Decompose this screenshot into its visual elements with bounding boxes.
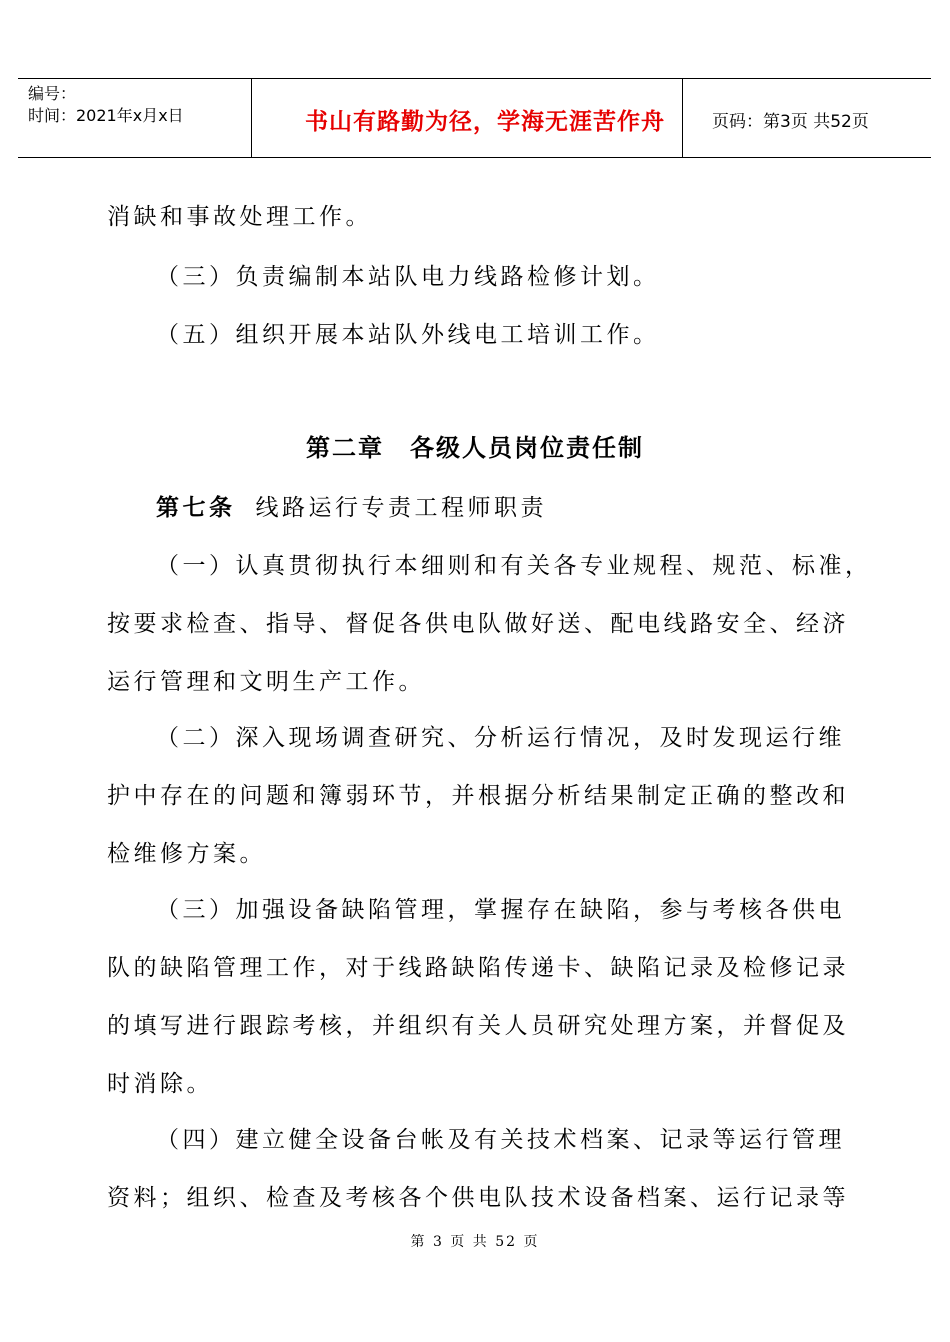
article-title: 线路运行专责工程师职责 (255, 495, 547, 521)
paragraph-line: 运行管理和文明生产工作。 (107, 669, 425, 695)
body-line: 消缺和事故处理工作。 (107, 204, 372, 230)
body-line: （五）组织开展本站队外线电工培训工作。 (156, 322, 660, 348)
body-line: （三）负责编制本站队电力线路检修计划。 (156, 264, 660, 290)
page-header (18, 78, 931, 158)
chapter-title: 第二章 各级人员岗位责任制 (306, 434, 644, 462)
document-date: 时间：2021年x月x日 (28, 106, 184, 125)
header-divider-left (251, 79, 252, 157)
paragraph-line: 资料；组织、检查及考核各个供电队技术设备档案、运行记录等 (107, 1185, 849, 1211)
header-meta (28, 83, 184, 127)
paragraph-line: 按要求检查、指导、督促各供电队做好送、配电线路安全、经济 (107, 611, 849, 637)
paragraph-line: （四）建立健全设备台帐及有关技术档案、记录等运行管理 (156, 1127, 845, 1153)
paragraph-line: （三）加强设备缺陷管理，掌握存在缺陷，参与考核各供电 (156, 897, 845, 923)
paragraph-line: （一）认真贯彻执行本细则和有关各专业规程、规范、标准， (156, 553, 872, 579)
paragraph-line: 队的缺陷管理工作，对于线路缺陷传递卡、缺陷记录及检修记录 (107, 955, 849, 981)
paragraph-line: 的填写进行跟踪考核，并组织有关人员研究处理方案，并督促及 (107, 1013, 849, 1039)
header-divider-right (682, 79, 683, 157)
page-footer: 第 3 页 共 52 页 (410, 1234, 540, 1250)
header-motto: 书山有路勤为径，学海无涯苦作舟 (305, 109, 665, 135)
paragraph-line: 时消除。 (107, 1071, 213, 1097)
article-number: 第七条 (156, 495, 236, 521)
document-number-label: 编号： (28, 84, 77, 103)
paragraph-line: 检维修方案。 (107, 841, 266, 867)
paragraph-line: 护中存在的问题和簿弱环节，并根据分析结果制定正确的整改和 (107, 783, 849, 809)
header-page-info: 页码：第3页 共52页 (712, 112, 869, 132)
article-heading (156, 489, 547, 522)
paragraph-line: （二）深入现场调查研究、分析运行情况，及时发现运行维 (156, 725, 845, 751)
